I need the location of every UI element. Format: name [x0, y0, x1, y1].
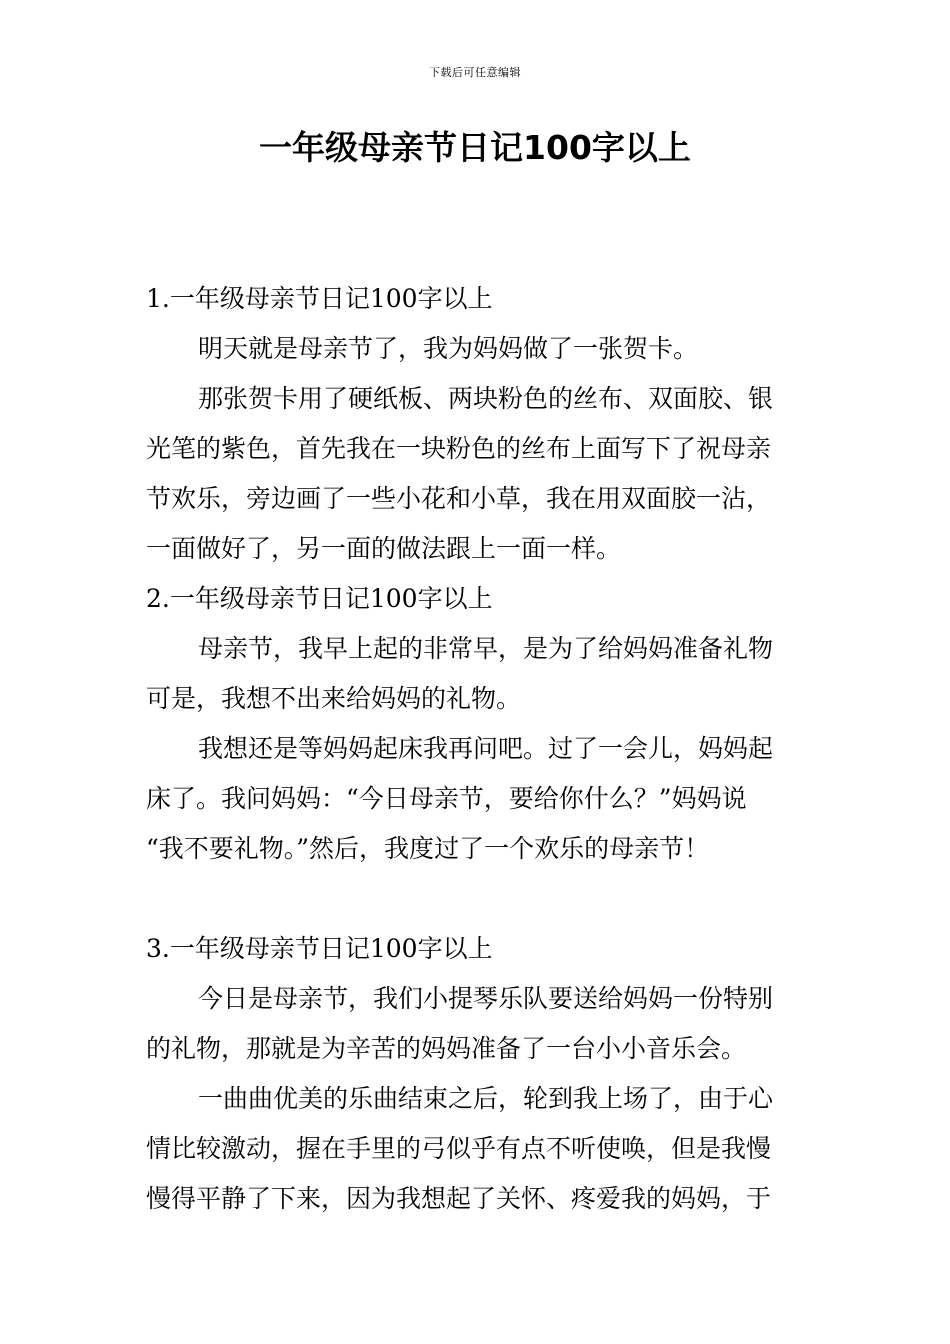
- section-heading: 2.一年级母亲节日记100字以上: [146, 584, 493, 613]
- paragraph-line: 床了。我问妈妈：“今日母亲节，要给你什么？”妈妈说: [146, 784, 747, 813]
- document-body: [146, 274, 806, 1224]
- paragraph-line: 那张贺卡用了硬纸板、两块粉色的丝布、双面胶、银: [198, 384, 774, 413]
- paragraph-line: 慢得平静了下来，因为我想起了关怀、疼爱我的妈妈，于: [146, 1184, 772, 1213]
- paragraph-line: 情比较激动，握在手里的弓似乎有点不听使唤，但是我慢: [146, 1134, 772, 1163]
- paragraph-line: “我不要礼物。”然后，我度过了一个欢乐的母亲节！: [146, 834, 710, 863]
- section-heading: 3.一年级母亲节日记100字以上: [146, 934, 493, 963]
- paragraph-line: 光笔的紫色，首先我在一块粉色的丝布上面写下了祝母亲: [146, 434, 772, 463]
- blank-line: [146, 874, 806, 924]
- paragraph-line: 明天就是母亲节了，我为妈妈做了一张贺卡。: [198, 334, 699, 363]
- paragraph-line: 的礼物，那就是为辛苦的妈妈准备了一台小小音乐会。: [146, 1034, 747, 1063]
- paragraph-line: 一曲曲优美的乐曲结束之后，轮到我上场了，由于心: [198, 1084, 774, 1113]
- paragraph-line: 母亲节，我早上起的非常早，是为了给妈妈准备礼物: [198, 634, 774, 663]
- document-title: 一年级母亲节日记100字以上: [259, 128, 691, 167]
- section-heading: 1.一年级母亲节日记100字以上: [146, 284, 493, 313]
- header-note: 下载后可任意编辑: [429, 66, 521, 79]
- paragraph-line: 可是，我想不出来给妈妈的礼物。: [146, 684, 522, 713]
- paragraph-line: 我想还是等妈妈起床我再问吧。过了一会儿，妈妈起: [198, 734, 774, 763]
- paragraph-line: 今日是母亲节，我们小提琴乐队要送给妈妈一份特别: [198, 984, 774, 1013]
- paragraph-line: 节欢乐，旁边画了一些小花和小草，我在用双面胶一沾，: [146, 484, 772, 513]
- paragraph-line: 一面做好了，另一面的做法跟上一面一样。: [146, 534, 622, 563]
